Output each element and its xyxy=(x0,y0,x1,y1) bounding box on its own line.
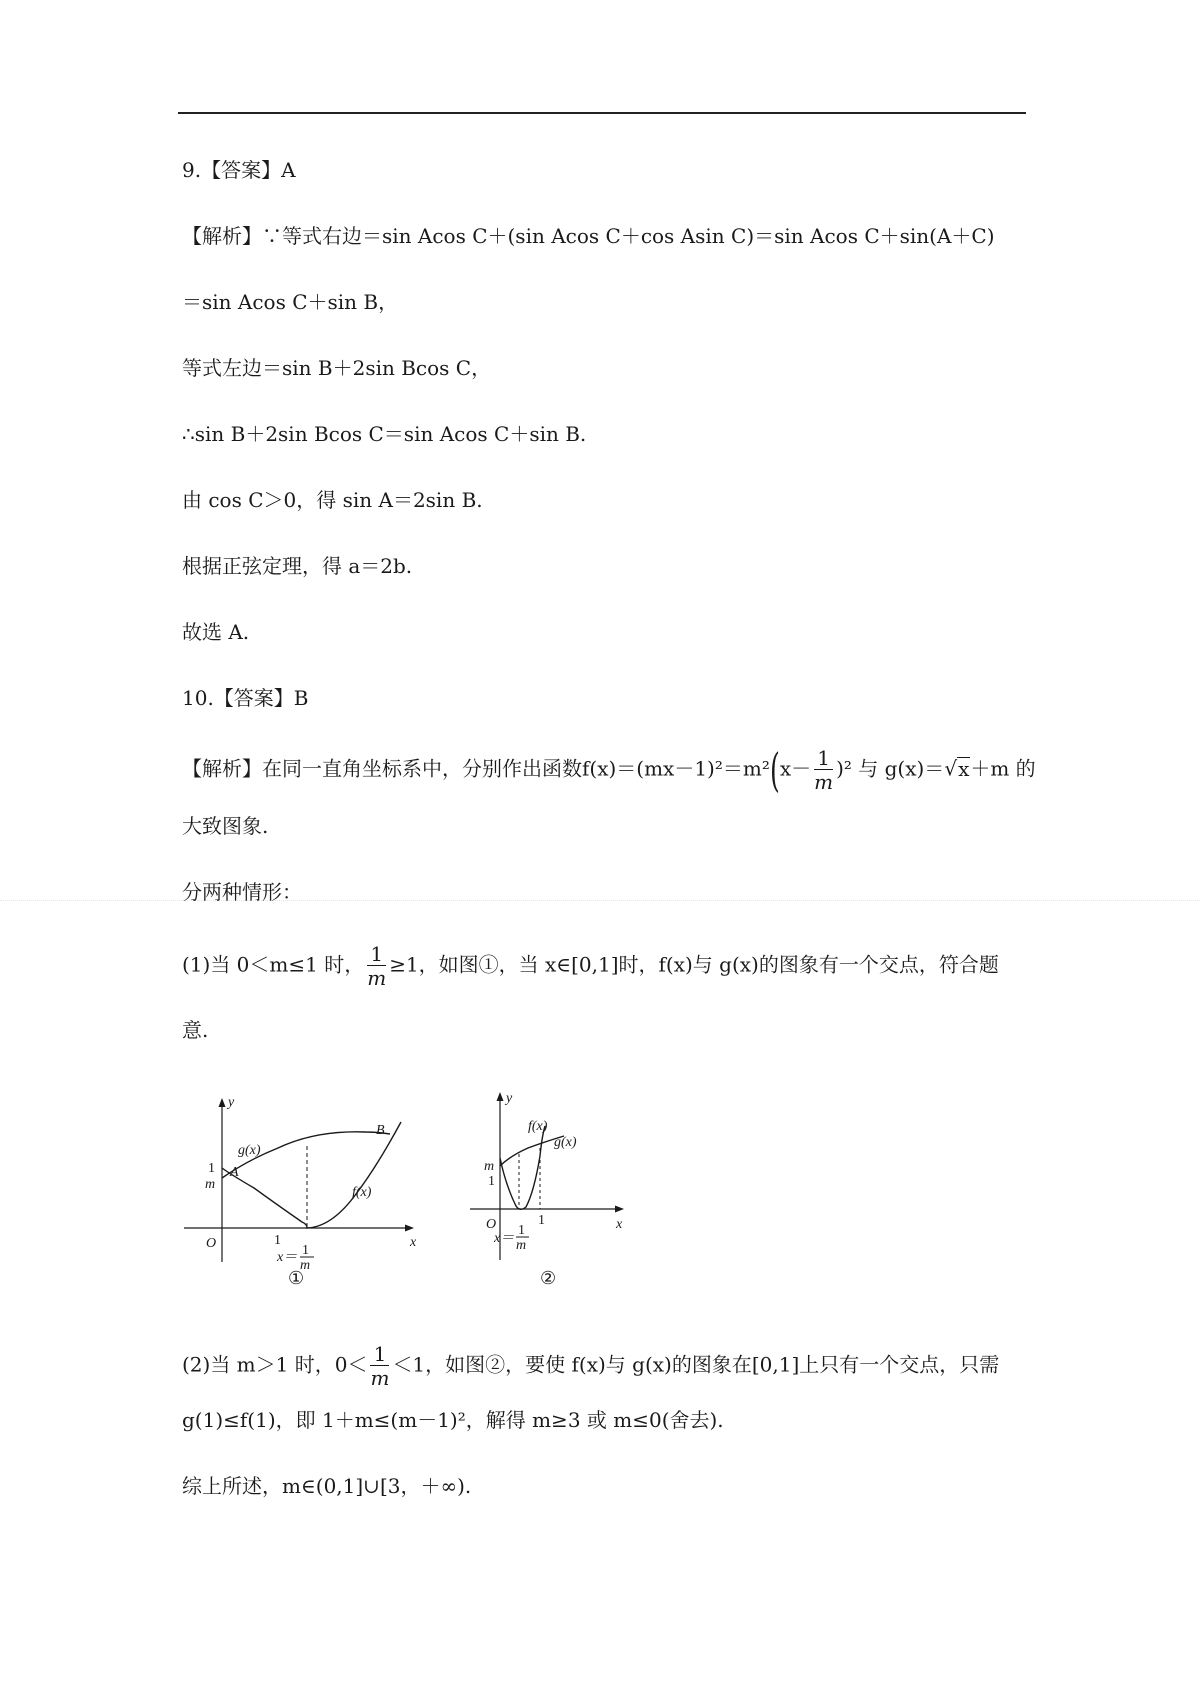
fraction-denominator: m xyxy=(370,1366,390,1390)
q10-analysis-line xyxy=(182,742,1036,797)
q9-analysis-line-5: 由 cos C＞0，得 sin A＝2sin B. xyxy=(182,488,483,512)
fraction-one-over-m xyxy=(814,748,833,792)
case1-text-b: ≥1，如图①，当 x∈[0,1]时，f(x)与 g(x)的图象有一个交点，符合题 xyxy=(389,952,999,977)
y-axis-arrow xyxy=(219,1098,226,1107)
fraction-one-over-m xyxy=(367,944,386,988)
origin-label: O xyxy=(206,1236,217,1251)
point-B-label: B xyxy=(376,1123,385,1138)
q10-analysis-text-b: 与 g(x)＝ xyxy=(858,756,945,781)
q10-answer: 10.【答案】B xyxy=(182,686,309,710)
y-axis-arrow xyxy=(497,1092,504,1101)
x-label: x xyxy=(410,1235,417,1250)
right-paren-squared: )² xyxy=(836,756,852,781)
point-A-label: A xyxy=(230,1165,239,1180)
q10-analysis-continued: 大致图象. xyxy=(182,814,269,838)
figure-2-caption: ② xyxy=(540,1268,557,1289)
q9-analysis-line-4: ∴sin B＋2sin Bcos C＝sin Acos C＋sin B. xyxy=(182,422,587,446)
y-tick-1: 1 xyxy=(488,1174,495,1189)
q10-analysis-text-c: ＋m 的 xyxy=(970,756,1036,781)
header-rule xyxy=(178,112,1026,114)
q10-analysis-text-a: 【解析】在同一直角坐标系中，分别作出函数 xyxy=(182,756,582,781)
x-axis-arrow xyxy=(615,1206,624,1213)
q10-conclusion: 综上所述，m∈(0,1]∪[3，＋∞). xyxy=(182,1474,472,1498)
q10-case-2-continued: g(1)≤f(1)，即 1＋m≤(m－1)²，解得 m≥3 或 m≤0(舍去). xyxy=(182,1408,724,1432)
origin-label: O xyxy=(486,1217,497,1232)
y-tick-m: m xyxy=(484,1159,495,1174)
figure-1 xyxy=(176,1090,426,1280)
left-paren: ( xyxy=(769,742,780,797)
y-label: y xyxy=(506,1091,513,1106)
f-curve xyxy=(222,1122,401,1228)
x-equals-label: x＝ xyxy=(494,1231,515,1246)
fraction-numerator: 1 xyxy=(367,944,386,966)
q9-analysis-line-2: ＝sin Acos C＋sin B， xyxy=(182,290,399,314)
x-axis-arrow xyxy=(405,1225,414,1232)
fraction-numerator: 1 xyxy=(814,748,833,770)
fraction-one-over-m xyxy=(370,1344,389,1388)
q10-case-1-continued: 意. xyxy=(182,1018,209,1042)
f-curve xyxy=(500,1126,545,1209)
fraction-denominator: m xyxy=(814,770,834,794)
fraction-denominator: m xyxy=(367,966,387,990)
f-label: f(x) xyxy=(352,1185,372,1200)
case1-text-a: (1)当 0＜m≤1 时， xyxy=(182,952,365,977)
f-label: f(x) xyxy=(528,1119,548,1134)
q10-f-expression: f(x)＝(mx－1)²＝m² xyxy=(582,756,770,781)
q9-analysis-line-1: 【解析】∵等式右边＝sin Acos C＋(sin Acos C＋cos Asin C)＝sin Acos C＋sin(A＋C) xyxy=(182,224,995,248)
case2-text-b: ＜1，如图②，要使 f(x)与 g(x)的图象在[0,1]上只有一个交点，只需 xyxy=(392,1352,1000,1377)
sqrt-sign: √ xyxy=(944,756,958,781)
y-label: y xyxy=(228,1095,235,1110)
q10-cases-intro: 分两种情形： xyxy=(182,880,302,904)
q10-case-2 xyxy=(182,1344,999,1388)
q9-analysis-line-7: 故选 A. xyxy=(182,620,250,644)
y-tick-m: m xyxy=(205,1177,216,1192)
g-label: g(x) xyxy=(238,1143,261,1158)
q9-answer: 9.【答案】A xyxy=(182,158,296,182)
y-tick-1: 1 xyxy=(208,1161,215,1176)
x-frac-num: 1 xyxy=(302,1243,309,1258)
figure-2 xyxy=(470,1088,630,1268)
q9-analysis-line-6: 根据正弦定理，得 a＝2b. xyxy=(182,554,413,578)
fraction-numerator: 1 xyxy=(370,1344,389,1366)
x-equals-label: x＝ xyxy=(277,1250,298,1265)
x-label: x xyxy=(616,1217,623,1232)
x-frac-num: 1 xyxy=(518,1223,525,1238)
q10-case-1 xyxy=(182,944,999,988)
q9-analysis-line-3: 等式左边＝sin B＋2sin Bcos C， xyxy=(182,356,492,380)
page-break-rule xyxy=(0,900,1200,901)
case2-text-a: (2)当 m＞1 时，0＜ xyxy=(182,1352,368,1377)
x-frac-den: m xyxy=(300,1258,311,1273)
x-tick-1: 1 xyxy=(274,1233,281,1248)
g-label: g(x) xyxy=(554,1135,577,1150)
figure-1-caption: ① xyxy=(288,1268,305,1289)
x-frac-den: m xyxy=(516,1238,527,1253)
x-minus: x－ xyxy=(779,756,812,781)
x-tick-1: 1 xyxy=(538,1213,545,1228)
sqrt-radicand: x xyxy=(958,756,970,781)
